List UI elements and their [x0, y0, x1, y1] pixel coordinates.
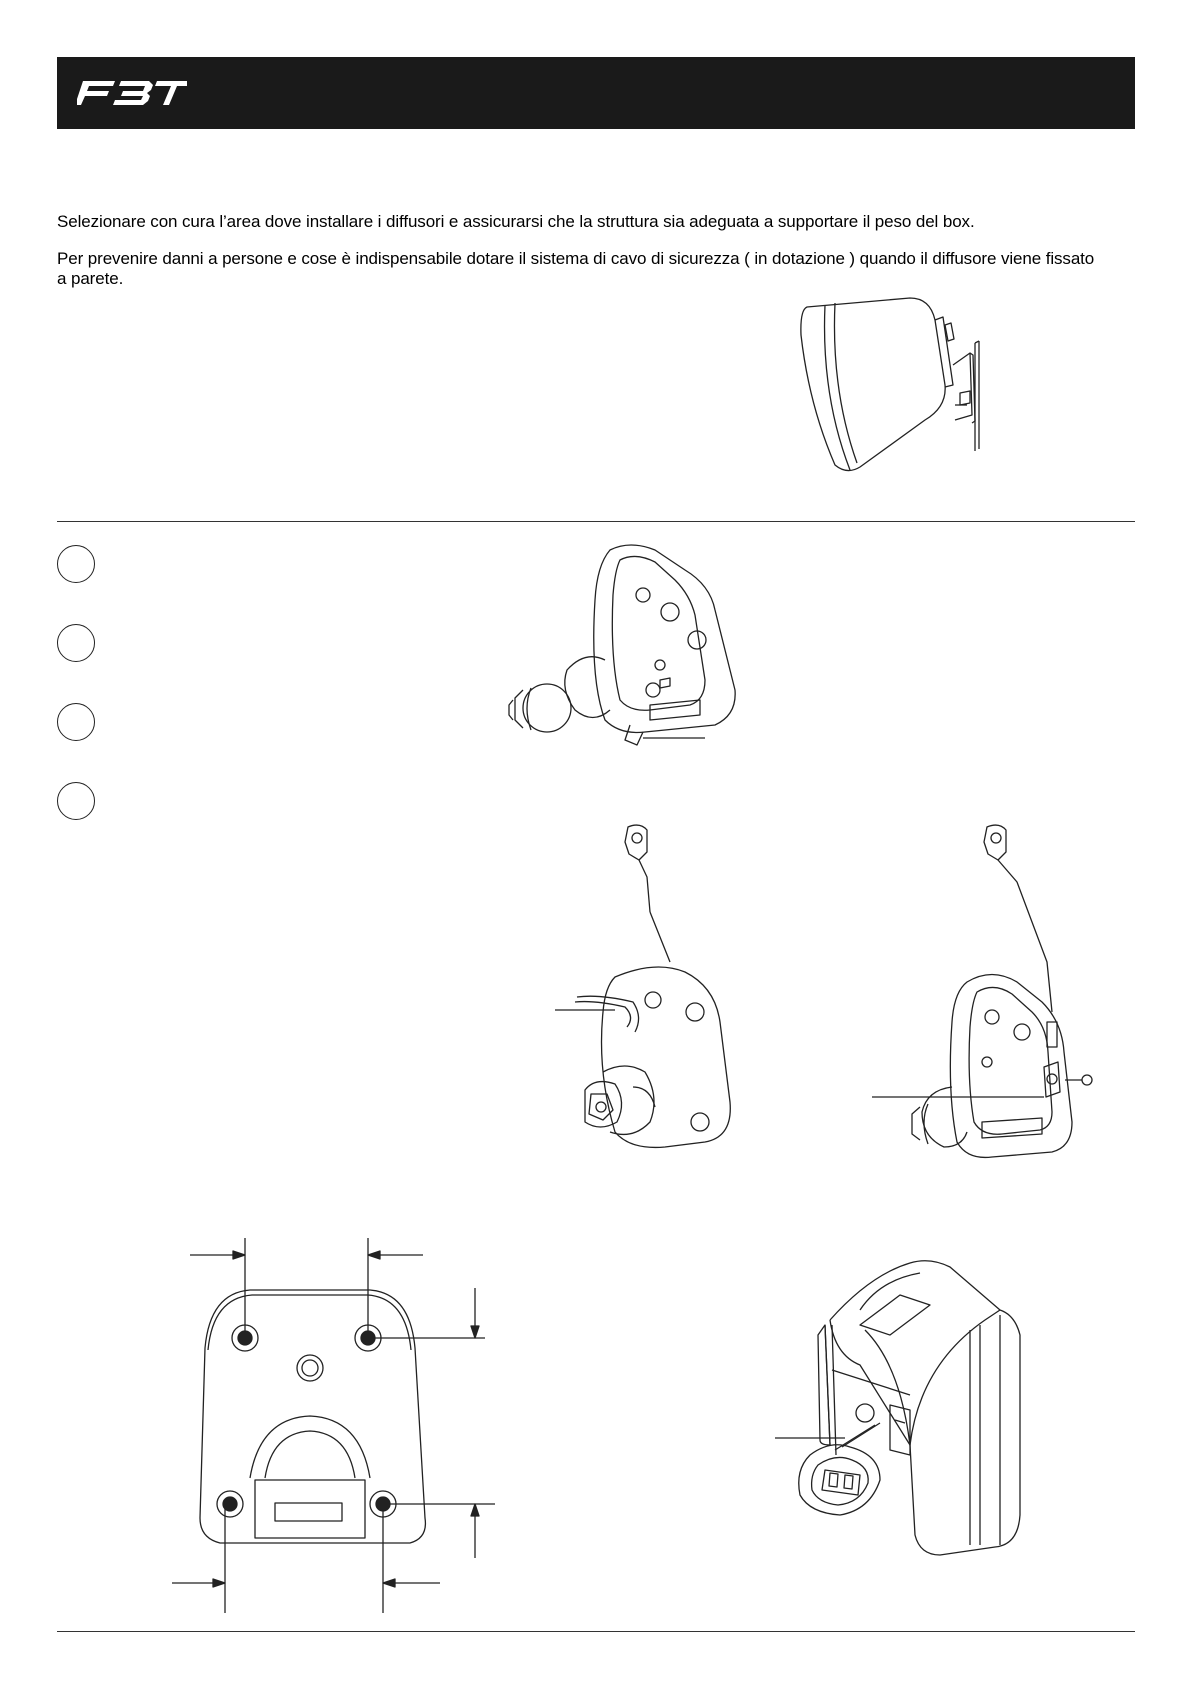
safety-cable-rear-illustration [555, 822, 760, 1162]
header-bar [57, 57, 1135, 129]
drilling-template-illustration [170, 1238, 510, 1618]
step-marker-2 [57, 624, 95, 662]
instruction-paragraph-1: Selezionare con cura l’area dove installare i diffusori e assicurarsi che la struttura sia adeguata a supportare il peso del box. [57, 212, 975, 231]
step-marker-3 [57, 703, 95, 741]
safety-cable-front-illustration [872, 822, 1112, 1172]
instruction-paragraph-2: Per prevenire danni a persone e cose è indispensabile dotare il sistema di cavo di sicurezza ( in dotazione ) quando il diffusore viene fissato a parete. [57, 249, 1095, 288]
section-divider [57, 521, 1135, 522]
step-marker-1 [57, 545, 95, 583]
fbt-logo [77, 75, 187, 109]
bracket-ball-joint-illustration [505, 540, 755, 755]
step-marker-4 [57, 782, 95, 820]
speaker-on-bracket-illustration [770, 1255, 1075, 1565]
speaker-wall-mount-illustration [795, 295, 1025, 495]
footer-divider [57, 1631, 1135, 1632]
